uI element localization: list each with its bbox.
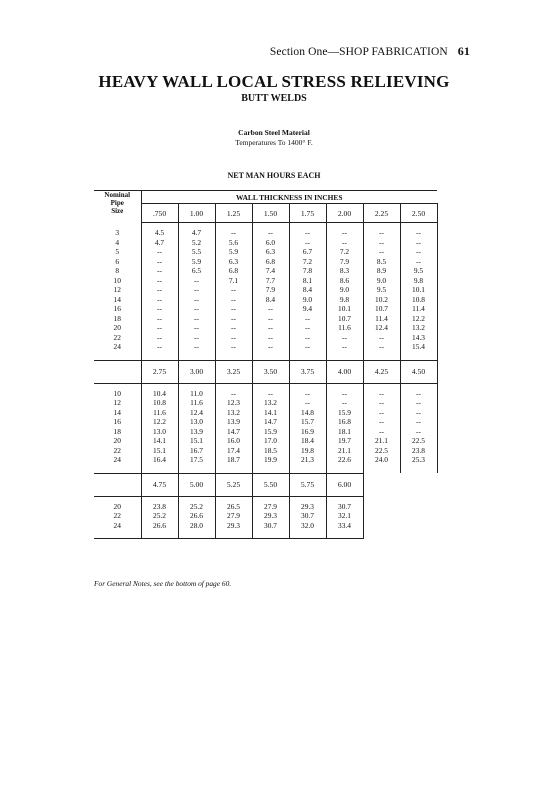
pipe-size-cell: 8: [94, 266, 141, 276]
thickness-label: 2.50: [400, 204, 437, 223]
table-row: [94, 266, 437, 276]
table-row: [94, 314, 437, 324]
man-hours-cell: --: [252, 223, 289, 238]
man-hours-cell: --: [363, 223, 400, 238]
table-row: [94, 238, 437, 248]
man-hours-cell: 4.7: [178, 223, 215, 238]
man-hours-cell: --: [363, 342, 400, 360]
pipe-size-cell: 14: [94, 295, 141, 305]
pipe-size-cell: 22: [94, 511, 141, 521]
thickness-header-row: [94, 473, 437, 496]
man-hours-cell: --: [326, 238, 363, 248]
table-row: [94, 323, 437, 333]
man-hours-cell: 7.2: [289, 257, 326, 267]
man-hours-cell: 21.1: [363, 436, 400, 446]
thickness-label: 4.75: [141, 473, 178, 496]
man-hours-cell: 5.9: [178, 257, 215, 267]
man-hours-cell: --: [178, 314, 215, 324]
man-hours-cell: 14.7: [215, 427, 252, 437]
man-hours-cell: 14.7: [252, 417, 289, 427]
man-hours-cell: 12.4: [363, 323, 400, 333]
blank-cell: [363, 496, 400, 511]
man-hours-cell: 8.5: [363, 257, 400, 267]
pipe-size-cell: 18: [94, 427, 141, 437]
man-hours-cell: --: [215, 285, 252, 295]
table-row: [94, 383, 437, 398]
thickness-label: 1.50: [252, 204, 289, 223]
thickness-label: 4.00: [326, 360, 363, 383]
man-hours-cell: --: [289, 333, 326, 343]
man-hours-cell: 28.0: [178, 521, 215, 539]
man-hours-cell: 13.2: [252, 398, 289, 408]
material-line-1: Carbon Steel Material: [238, 128, 310, 137]
man-hours-cell: 11.6: [141, 408, 178, 418]
pipe-size-cell: 12: [94, 285, 141, 295]
man-hours-cell: 11.4: [363, 314, 400, 324]
man-hours-cell: 11.0: [178, 383, 215, 398]
man-hours-cell: 10.1: [326, 304, 363, 314]
blank-cell: [363, 473, 400, 496]
man-hours-cell: 5.5: [178, 247, 215, 257]
thickness-label: 1.00: [178, 204, 215, 223]
man-hours-cell: --: [326, 342, 363, 360]
table-row: [94, 247, 437, 257]
man-hours-cell: --: [141, 304, 178, 314]
man-hours-cell: --: [400, 427, 437, 437]
man-hours-cell: 26.5: [215, 496, 252, 511]
man-hours-cell: 23.8: [141, 496, 178, 511]
page-number: 61: [457, 44, 470, 58]
man-hours-cell: 6.0: [252, 238, 289, 248]
man-hours-cell: 10.2: [363, 295, 400, 305]
man-hours-cell: 22.6: [326, 455, 363, 473]
man-hours-cell: 22.5: [400, 436, 437, 446]
table-row: [94, 342, 437, 360]
man-hours-cell: 6.3: [215, 257, 252, 267]
man-hours-cell: 26.6: [178, 511, 215, 521]
man-hours-cell: 16.4: [141, 455, 178, 473]
man-hours-cell: 10.4: [141, 383, 178, 398]
man-hours-cell: 13.9: [215, 417, 252, 427]
man-hours-cell: --: [141, 266, 178, 276]
pipe-size-cell: 4: [94, 238, 141, 248]
man-hours-cell: 13.2: [215, 408, 252, 418]
man-hours-cell: 9.0: [326, 285, 363, 295]
man-hours-cell: --: [141, 295, 178, 305]
thickness-label: 5.50: [252, 473, 289, 496]
man-hours-cell: --: [289, 342, 326, 360]
man-hours-cell: 16.8: [326, 417, 363, 427]
man-hours-cell: 16.0: [215, 436, 252, 446]
man-hours-cell: --: [141, 333, 178, 343]
man-hours-cell: 8.3: [326, 266, 363, 276]
man-hours-cell: --: [363, 238, 400, 248]
man-hours-cell: 9.0: [289, 295, 326, 305]
man-hours-cell: 18.5: [252, 446, 289, 456]
wall-thickness-header: WALL THICKNESS IN INCHES: [141, 191, 437, 204]
man-hours-cell: 10.8: [141, 398, 178, 408]
man-hours-cell: 21.3: [289, 455, 326, 473]
man-hours-cell: --: [141, 342, 178, 360]
man-hours-cell: --: [215, 323, 252, 333]
thickness-label: .750: [141, 204, 178, 223]
pipe-size-cell: 16: [94, 417, 141, 427]
man-hours-cell: --: [252, 333, 289, 343]
material-note: [0, 128, 548, 148]
man-hours-cell: --: [363, 333, 400, 343]
man-hours-cell: 25.2: [178, 496, 215, 511]
man-hours-cell: 16.9: [289, 427, 326, 437]
header-row: [94, 191, 437, 204]
table-row: [94, 511, 437, 521]
man-hours-cell: --: [252, 314, 289, 324]
thickness-label: 5.00: [178, 473, 215, 496]
man-hours-cell: 8.1: [289, 276, 326, 286]
man-hours-cell: --: [400, 383, 437, 398]
man-hours-cell: --: [215, 223, 252, 238]
blank-cell: [363, 511, 400, 521]
man-hours-cell: --: [289, 383, 326, 398]
man-hours-cell: 12.4: [178, 408, 215, 418]
thickness-label: 2.25: [363, 204, 400, 223]
table-row: [94, 496, 437, 511]
table-row: [94, 257, 437, 267]
man-hours-cell: 8.4: [252, 295, 289, 305]
man-hours-cell: 22.5: [363, 446, 400, 456]
man-hours-cell: 6.5: [178, 266, 215, 276]
blank-cell: [400, 496, 437, 511]
table-row: [94, 285, 437, 295]
man-hours-cell: --: [178, 342, 215, 360]
table-row: [94, 276, 437, 286]
man-hours-cell: --: [400, 238, 437, 248]
man-hours-cell: 6.8: [252, 257, 289, 267]
man-hours-cell: 25.3: [400, 455, 437, 473]
table-row: [94, 304, 437, 314]
table-row: [94, 333, 437, 343]
man-hours-cell: 15.1: [141, 446, 178, 456]
thickness-label: 2.75: [141, 360, 178, 383]
man-hours-cell: 7.7: [252, 276, 289, 286]
man-hours-cell: --: [363, 427, 400, 437]
thickness-label: 3.00: [178, 360, 215, 383]
man-hours-cell: 5.9: [215, 247, 252, 257]
man-hours-cell: --: [289, 323, 326, 333]
man-hours-cell: 12.3: [215, 398, 252, 408]
man-hours-cell: 6.3: [252, 247, 289, 257]
nominal-pipe-size-header: [94, 191, 141, 223]
man-hours-cell: --: [400, 417, 437, 427]
pipe-size-cell: 24: [94, 455, 141, 473]
man-hours-cell: --: [326, 223, 363, 238]
footnote: For General Notes, see the bottom of page 60.: [94, 579, 232, 588]
pipe-size-cell: 20: [94, 323, 141, 333]
table-row: [94, 295, 437, 305]
man-hours-cell: 30.7: [252, 521, 289, 539]
man-hours-cell: 14.1: [252, 408, 289, 418]
thickness-label: 4.50: [400, 360, 437, 383]
man-hours-cell: 15.7: [289, 417, 326, 427]
section-label: Section One—SHOP FABRICATION: [269, 46, 448, 58]
man-hours-cell: 8.4: [289, 285, 326, 295]
man-hours-cell: 15.9: [326, 408, 363, 418]
page-subtitle: BUTT WELDS: [241, 93, 307, 104]
man-hours-cell: --: [363, 408, 400, 418]
man-hours-cell: --: [289, 398, 326, 408]
nominal-header-line: Pipe: [110, 199, 124, 207]
man-hours-cell: --: [252, 383, 289, 398]
page-title: HEAVY WALL LOCAL STRESS RELIEVING: [98, 72, 450, 91]
man-hours-cell: --: [400, 247, 437, 257]
man-hours-cell: --: [141, 247, 178, 257]
stress-relieving-table: [94, 190, 438, 539]
man-hours-cell: --: [289, 238, 326, 248]
pipe-size-cell: 5: [94, 247, 141, 257]
man-hours-cell: 19.9: [252, 455, 289, 473]
man-hours-cell: 7.9: [252, 285, 289, 295]
man-hours-cell: 5.2: [178, 238, 215, 248]
thickness-label: 3.50: [252, 360, 289, 383]
man-hours-cell: --: [326, 333, 363, 343]
man-hours-cell: --: [400, 398, 437, 408]
pipe-size-cell: 24: [94, 342, 141, 360]
man-hours-cell: --: [141, 276, 178, 286]
blank-cell: [400, 473, 437, 496]
pipe-size-cell: 6: [94, 257, 141, 267]
man-hours-cell: --: [289, 223, 326, 238]
man-hours-cell: 8.6: [326, 276, 363, 286]
man-hours-cell: 10.7: [326, 314, 363, 324]
table-row: [94, 417, 437, 427]
man-hours-cell: 30.7: [326, 496, 363, 511]
man-hours-cell: 24.0: [363, 455, 400, 473]
man-hours-cell: 10.1: [400, 285, 437, 295]
table-row: [94, 408, 437, 418]
man-hours-cell: 13.0: [178, 417, 215, 427]
man-hours-cell: 11.6: [326, 323, 363, 333]
table-row: [94, 398, 437, 408]
man-hours-cell: 6.8: [215, 266, 252, 276]
table-row: [94, 455, 437, 473]
man-hours-cell: 18.4: [289, 436, 326, 446]
man-hours-cell: 23.8: [400, 446, 437, 456]
man-hours-cell: 26.6: [141, 521, 178, 539]
man-hours-cell: 12.2: [400, 314, 437, 324]
man-hours-cell: 7.8: [289, 266, 326, 276]
man-hours-cell: 8.9: [363, 266, 400, 276]
table-row: [94, 436, 437, 446]
man-hours-cell: 33.4: [326, 521, 363, 539]
man-hours-cell: 9.0: [363, 276, 400, 286]
table-row: [94, 427, 437, 437]
thickness-label: 2.00: [326, 204, 363, 223]
man-hours-cell: 16.7: [178, 446, 215, 456]
pipe-size-cell: 18: [94, 314, 141, 324]
thickness-header-row: [94, 360, 437, 383]
man-hours-cell: --: [178, 323, 215, 333]
man-hours-cell: --: [289, 314, 326, 324]
thickness-label: 5.75: [289, 473, 326, 496]
man-hours-cell: 25.2: [141, 511, 178, 521]
man-hours-cell: 32.0: [289, 521, 326, 539]
man-hours-cell: 27.9: [252, 496, 289, 511]
man-hours-cell: 11.4: [400, 304, 437, 314]
nominal-header-line: Nominal: [104, 191, 131, 199]
man-hours-cell: 6.7: [289, 247, 326, 257]
man-hours-cell: 12.2: [141, 417, 178, 427]
man-hours-cell: --: [363, 417, 400, 427]
man-hours-cell: 17.4: [215, 446, 252, 456]
man-hours-cell: 13.2: [400, 323, 437, 333]
man-hours-cell: --: [178, 285, 215, 295]
blank-cell: [94, 360, 141, 383]
pipe-size-cell: 10: [94, 276, 141, 286]
man-hours-cell: 10.8: [400, 295, 437, 305]
material-line-2: Temperatures To 1400° F.: [235, 138, 313, 147]
man-hours-cell: --: [363, 383, 400, 398]
man-hours-cell: --: [400, 257, 437, 267]
man-hours-cell: 9.5: [363, 285, 400, 295]
man-hours-cell: 27.9: [215, 511, 252, 521]
pipe-size-cell: 12: [94, 398, 141, 408]
man-hours-cell: --: [363, 247, 400, 257]
man-hours-cell: 7.2: [326, 247, 363, 257]
man-hours-cell: --: [400, 223, 437, 238]
man-hours-cell: --: [141, 285, 178, 295]
man-hours-cell: 19.7: [326, 436, 363, 446]
man-hours-cell: 14.8: [289, 408, 326, 418]
man-hours-cell: --: [326, 398, 363, 408]
man-hours-cell: 29.3: [215, 521, 252, 539]
man-hours-cell: 9.8: [326, 295, 363, 305]
thickness-header-row: [94, 204, 437, 223]
man-hours-cell: 17.5: [178, 455, 215, 473]
pipe-size-cell: 22: [94, 446, 141, 456]
man-hours-cell: --: [363, 398, 400, 408]
thickness-label: 3.25: [215, 360, 252, 383]
man-hours-cell: 13.9: [178, 427, 215, 437]
nominal-header-line: Size: [111, 207, 124, 215]
pipe-size-cell: 14: [94, 408, 141, 418]
man-hours-cell: --: [178, 295, 215, 305]
man-hours-cell: --: [215, 342, 252, 360]
man-hours-cell: 17.0: [252, 436, 289, 446]
man-hours-cell: 5.6: [215, 238, 252, 248]
table-row: [94, 521, 437, 539]
man-hours-cell: 10.7: [363, 304, 400, 314]
thickness-label: 4.25: [363, 360, 400, 383]
man-hours-cell: 15.9: [252, 427, 289, 437]
man-hours-cell: --: [326, 383, 363, 398]
man-hours-cell: --: [178, 304, 215, 314]
pipe-size-cell: 3: [94, 223, 141, 238]
man-hours-cell: 32.1: [326, 511, 363, 521]
running-header: [270, 44, 470, 59]
man-hours-cell: 19.8: [289, 446, 326, 456]
man-hours-cell: --: [141, 323, 178, 333]
thickness-label: 3.75: [289, 360, 326, 383]
man-hours-cell: 7.4: [252, 266, 289, 276]
thickness-label: 1.25: [215, 204, 252, 223]
man-hours-cell: 4.7: [141, 238, 178, 248]
pipe-size-cell: 10: [94, 383, 141, 398]
pipe-size-cell: 20: [94, 436, 141, 446]
man-hours-cell: --: [215, 383, 252, 398]
man-hours-cell: --: [215, 314, 252, 324]
man-hours-cell: 9.8: [400, 276, 437, 286]
man-hours-cell: 7.1: [215, 276, 252, 286]
net-man-hours-label: NET MAN HOURS EACH: [227, 171, 321, 180]
man-hours-cell: 18.7: [215, 455, 252, 473]
blank-cell: [363, 521, 400, 539]
man-hours-cell: --: [252, 342, 289, 360]
pipe-size-cell: 20: [94, 496, 141, 511]
man-hours-cell: 15.4: [400, 342, 437, 360]
man-hours-cell: 18.1: [326, 427, 363, 437]
man-hours-cell: --: [141, 314, 178, 324]
man-hours-cell: --: [215, 304, 252, 314]
pipe-size-cell: 24: [94, 521, 141, 539]
man-hours-cell: 21.1: [326, 446, 363, 456]
pipe-size-cell: 16: [94, 304, 141, 314]
thickness-label: 5.25: [215, 473, 252, 496]
blank-cell: [400, 511, 437, 521]
blank-cell: [400, 521, 437, 539]
table-row: [94, 446, 437, 456]
man-hours-cell: 29.3: [252, 511, 289, 521]
man-hours-cell: 9.4: [289, 304, 326, 314]
man-hours-cell: --: [215, 295, 252, 305]
man-hours-cell: --: [178, 276, 215, 286]
man-hours-cell: 11.6: [178, 398, 215, 408]
man-hours-cell: 14.1: [141, 436, 178, 446]
thickness-label: 1.75: [289, 204, 326, 223]
man-hours-cell: --: [215, 333, 252, 343]
man-hours-cell: --: [400, 408, 437, 418]
man-hours-cell: 13.0: [141, 427, 178, 437]
man-hours-cell: 4.5: [141, 223, 178, 238]
man-hours-cell: --: [252, 304, 289, 314]
man-hours-cell: 9.5: [400, 266, 437, 276]
thickness-label: 6.00: [326, 473, 363, 496]
man-hours-cell: 7.9: [326, 257, 363, 267]
table-row: [94, 223, 437, 238]
pipe-size-cell: 22: [94, 333, 141, 343]
blank-cell: [94, 473, 141, 496]
man-hours-cell: 30.7: [289, 511, 326, 521]
man-hours-cell: 15.1: [178, 436, 215, 446]
man-hours-cell: --: [252, 323, 289, 333]
man-hours-cell: 29.3: [289, 496, 326, 511]
man-hours-cell: 14.3: [400, 333, 437, 343]
man-hours-cell: --: [141, 257, 178, 267]
man-hours-cell: --: [178, 333, 215, 343]
